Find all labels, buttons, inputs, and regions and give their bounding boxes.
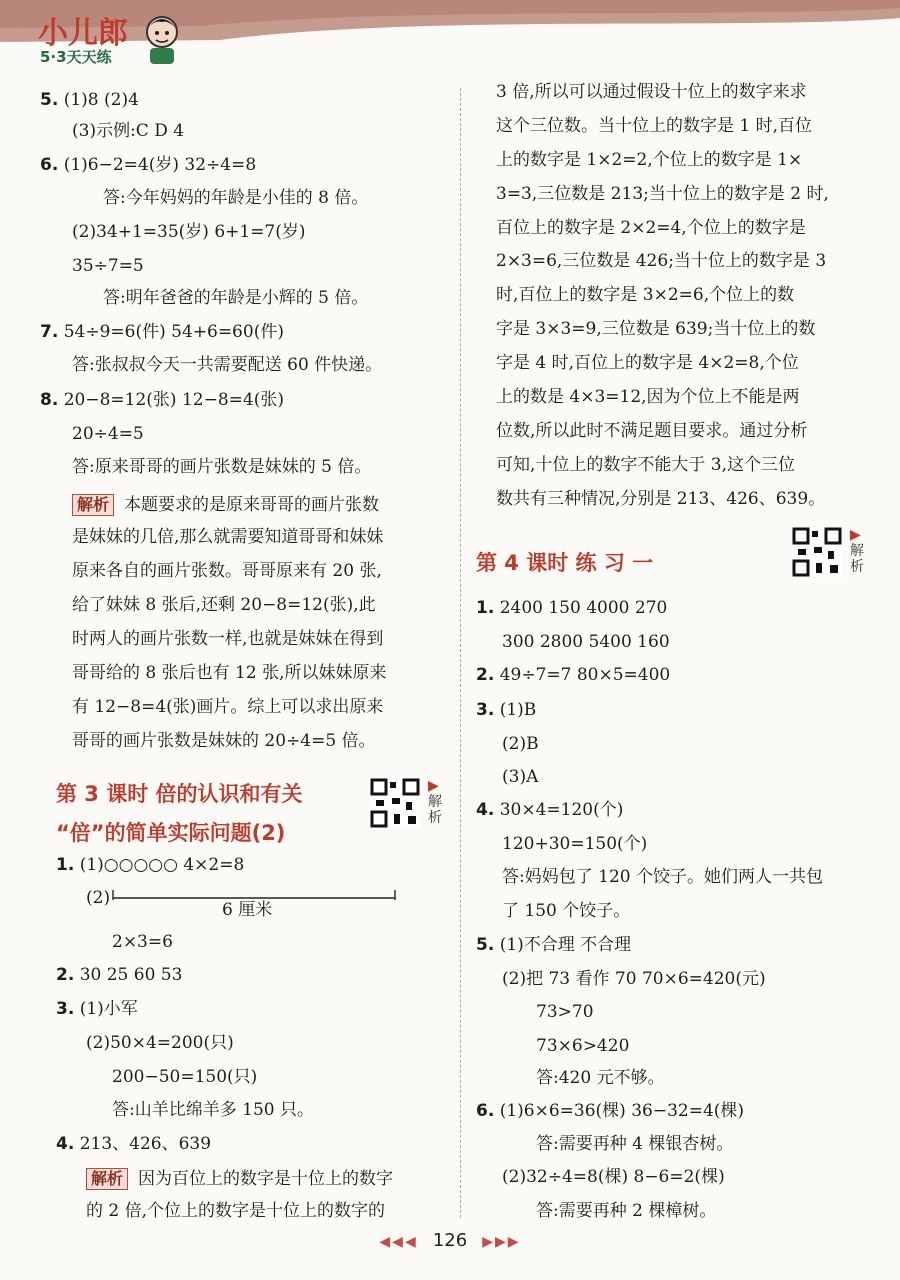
qr-label: ▶解析 (428, 778, 442, 826)
list-item: 是妹妹的几倍,那么就需要知道哥哥和妹妹 (72, 527, 384, 547)
list-item: 字是 3×3=9,三位数是 639;当十位上的数 (496, 319, 816, 339)
list-item: 3. (1)B (476, 700, 537, 720)
list-item: 2×3=6,三位数是 426;当十位上的数字是 3 (496, 251, 827, 271)
list-item: 6. (1)6−2=4(岁) 32÷4=8 (40, 155, 257, 175)
list-item: 答:需要再种 2 棵樟树。 (536, 1201, 717, 1221)
list-item: 7. 54÷9=6(件) 54+6=60(件) (40, 322, 284, 342)
list-item: 2×3=6 (112, 932, 173, 952)
list-item: (3)示例:C D 4 (72, 121, 185, 141)
list-item: 20÷4=5 (72, 424, 144, 444)
list-item: 300 2800 5400 160 (502, 632, 670, 652)
list-item: 2. 49÷7=7 80×5=400 (476, 665, 671, 685)
play-icon: ▶ (428, 778, 439, 794)
list-item: 6. (1)6×6=36(棵) 36−32=4(棵) (476, 1101, 745, 1121)
lesson-title: 第 3 课时 倍的认识和有关 (56, 782, 303, 806)
list-item: 35÷7=5 (72, 256, 144, 276)
list-item: 答:420 元不够。 (536, 1068, 665, 1088)
play-icon: ▶ (850, 527, 861, 543)
prev-arrows-icon: ◀◀◀ (379, 1234, 418, 1250)
list-item: 73×6>420 (536, 1036, 630, 1056)
next-arrows-icon: ▶▶▶ (482, 1234, 521, 1250)
list-item: 百位上的数字是 2×2=4,个位上的数字是 (496, 218, 806, 238)
list-item: 1. (1)○○○○○ 4×2=8 (56, 855, 245, 875)
list-item: (2)B (502, 734, 539, 754)
list-item: 答:张叔叔今天一共需要配送 60 件快递。 (72, 355, 383, 375)
list-item: 2. 30 25 60 53 (56, 965, 183, 985)
page-footer (0, 1230, 900, 1260)
list-item: 答:需要再种 4 棵银杏树。 (536, 1134, 734, 1154)
lesson-title: 第 4 课时 练 习 一 (476, 551, 654, 575)
page-number: 126 (432, 1230, 468, 1251)
list-item: 哥哥的画片张数是妹妹的 20÷4=5 倍。 (72, 731, 376, 751)
list-item: 1. 2400 150 4000 270 (476, 598, 668, 618)
list-item: 5. (1)不合理 不合理 (476, 935, 632, 955)
list-item: 5. (1)8 (2)4 (40, 90, 139, 110)
analysis-paragraph: 解析 因为百位上的数字是十位上的数字 (86, 1168, 393, 1190)
list-item: 可知,十位上的数字不能大于 3,这个三位 (496, 455, 796, 475)
list-item: 的 2 倍,个位上的数字是十位上的数字的 (86, 1201, 386, 1221)
list-item: 答:妈妈包了 120 个饺子。她们两人一共包 (502, 867, 823, 887)
qr-code-icon[interactable] (370, 778, 420, 828)
list-item: 这个三位数。当十位上的数字是 1 时,百位 (496, 116, 813, 136)
diagram-label: 6 厘米 (222, 900, 273, 920)
page-header (0, 0, 900, 70)
list-item: 了 150 个饺子。 (502, 901, 631, 921)
analysis-tag: 解析 (72, 494, 114, 516)
analysis-tag: 解析 (86, 1168, 128, 1190)
list-item: (2)把 73 看作 70 70×6=420(元) (502, 969, 766, 989)
logo (38, 8, 188, 68)
list-item: 哥哥给的 8 张后也有 12 张,所以妹妹原来 (72, 663, 387, 683)
logo-sub: 5·3天天练 (40, 48, 112, 66)
logo-main: 小儿郎 (38, 16, 128, 51)
list-item: 时,百位上的数字是 3×2=6,个位上的数 (496, 285, 795, 305)
list-item: 3 倍,所以可以通过假设十位上的数字来求 (496, 82, 807, 102)
list-item: 字是 4 时,百位上的数字是 4×2=8,个位 (496, 353, 799, 373)
list-item: 给了妹妹 8 张后,还剩 20−8=12(张),此 (72, 595, 376, 615)
list-item: 有 12−8=4(张)画片。综上可以求出原来 (72, 697, 384, 717)
list-item: (2) (86, 888, 111, 908)
column-divider (460, 88, 461, 1218)
list-item: 3. (1)小军 (56, 999, 138, 1019)
list-item: 3=3,三位数是 213;当十位上的数字是 2 时, (496, 184, 829, 204)
list-item: (2)50×4=200(只) (86, 1033, 234, 1053)
list-item: (2)32÷4=8(棵) 8−6=2(棵) (502, 1167, 725, 1187)
list-item: 时两人的画片张数一样,也就是妹妹在得到 (72, 629, 384, 649)
qr-label: ▶解析 (850, 527, 864, 575)
list-item: 答:今年妈妈的年龄是小佳的 8 倍。 (103, 188, 369, 208)
list-item: (3)A (502, 767, 539, 787)
list-item: 8. 20−8=12(张) 12−8=4(张) (40, 390, 284, 410)
list-item: 4. 213、426、639 (56, 1134, 212, 1154)
list-item: (2)34+1=35(岁) 6+1=7(岁) (72, 222, 306, 242)
list-item: 答:明年爸爸的年龄是小辉的 5 倍。 (103, 288, 369, 308)
mascot-icon (142, 10, 182, 66)
list-item: 上的数字是 1×2=2,个位上的数字是 1× (496, 150, 803, 170)
analysis-paragraph: 解析 本题要求的是原来哥哥的画片张数 (72, 494, 379, 516)
list-item: 答:原来哥哥的画片张数是妹妹的 5 倍。 (72, 457, 372, 477)
lesson-subtitle: “倍”的简单实际问题(2) (56, 821, 286, 845)
qr-code-icon[interactable] (792, 527, 842, 577)
list-item: 73>70 (536, 1002, 594, 1022)
list-item: 200−50=150(只) (112, 1067, 258, 1087)
list-item: 位数,所以此时不满足题目要求。通过分析 (496, 421, 808, 441)
list-item: 120+30=150(个) (502, 834, 648, 854)
list-item: 上的数是 4×3=12,因为个位上不能是两 (496, 387, 800, 407)
list-item: 答:山羊比绵羊多 150 只。 (112, 1100, 314, 1120)
list-item: 数共有三种情况,分别是 213、426、639。 (496, 489, 826, 509)
list-item: 4. 30×4=120(个) (476, 800, 624, 820)
list-item: 原来各自的画片张数。哥哥原来有 20 张, (72, 561, 382, 581)
